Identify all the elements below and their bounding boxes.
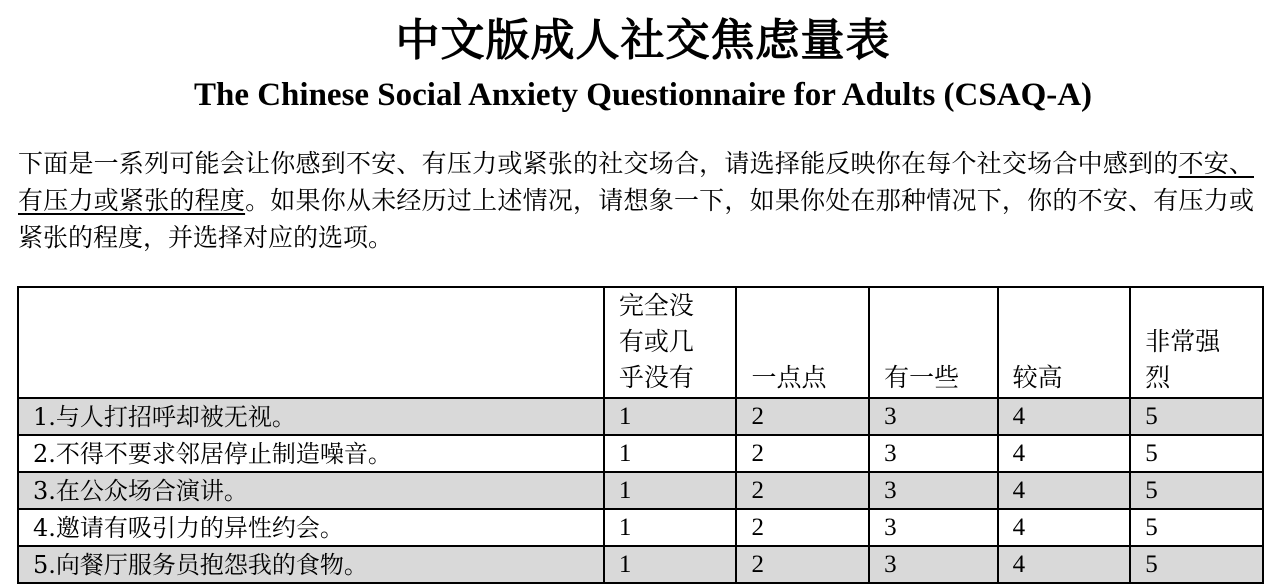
score-option-1[interactable]: 1 <box>604 546 737 583</box>
table-body <box>18 398 1263 583</box>
score-option-1[interactable]: 1 <box>604 435 737 472</box>
score-option-4[interactable]: 4 <box>998 546 1131 583</box>
question-text: 1.与人打招呼却被无视。 <box>18 398 604 435</box>
question-text: 4.邀请有吸引力的异性约会。 <box>18 509 604 546</box>
option-header-label: 非常强烈 <box>1145 327 1221 392</box>
option-header-some: 有一些 <box>869 287 998 398</box>
score-option-2[interactable]: 2 <box>736 509 869 546</box>
table-row <box>18 472 1263 509</box>
score-option-3[interactable]: 3 <box>869 435 998 472</box>
score-option-3[interactable]: 3 <box>869 546 998 583</box>
score-option-1[interactable]: 1 <box>604 509 737 546</box>
option-header-high: 较高 <box>998 287 1131 398</box>
option-header-a-little: 一点点 <box>736 287 869 398</box>
option-header-none <box>604 287 737 398</box>
score-option-4[interactable]: 4 <box>998 509 1131 546</box>
score-option-2[interactable]: 2 <box>736 472 869 509</box>
page-title: 中文版成人社交焦虑量表 <box>395 15 891 66</box>
score-option-5[interactable]: 5 <box>1130 435 1263 472</box>
instructions-underlined: 不安、有压力或紧张的程度 <box>18 149 1254 215</box>
score-option-4[interactable]: 4 <box>998 472 1131 509</box>
instructions-part-2: 。如果你从未经历过上述情况，请想象一下，如果你处在那种情况下，你的不安、有压力或紧张的程度，并选择对应的选项。 <box>18 186 1254 252</box>
table-row <box>18 546 1263 583</box>
score-option-2[interactable]: 2 <box>736 435 869 472</box>
score-option-2[interactable]: 2 <box>736 546 869 583</box>
score-option-1[interactable]: 1 <box>604 398 737 435</box>
table-row <box>18 435 1263 472</box>
page-subtitle: The Chinese Social Anxiety Questionnaire for Adults (CSAQ-A) <box>193 77 1093 113</box>
table-header-row <box>18 287 1263 398</box>
table-row <box>18 398 1263 435</box>
score-option-3[interactable]: 3 <box>869 472 998 509</box>
score-option-4[interactable]: 4 <box>998 398 1131 435</box>
score-option-5[interactable]: 5 <box>1130 546 1263 583</box>
score-option-5[interactable]: 5 <box>1130 509 1263 546</box>
questionnaire-table <box>17 286 1264 584</box>
option-header-very-strong <box>1130 287 1263 398</box>
score-option-5[interactable]: 5 <box>1130 472 1263 509</box>
option-header-label: 完全没有或几乎没有 <box>618 291 694 392</box>
instructions-part-1: 下面是一系列可能会让你感到不安、有压力或紧张的社交场合，请选择能反映你在每个社交场合中感到的 <box>18 149 1179 178</box>
instructions <box>18 145 1254 256</box>
question-text: 2.不得不要求邻居停止制造噪音。 <box>18 435 604 472</box>
score-option-3[interactable]: 3 <box>869 509 998 546</box>
score-option-2[interactable]: 2 <box>736 398 869 435</box>
table-row <box>18 509 1263 546</box>
score-option-3[interactable]: 3 <box>869 398 998 435</box>
question-text: 5.向餐厅服务员抱怨我的食物。 <box>18 546 604 583</box>
score-option-5[interactable]: 5 <box>1130 398 1263 435</box>
score-option-4[interactable]: 4 <box>998 435 1131 472</box>
question-text: 3.在公众场合演讲。 <box>18 472 604 509</box>
score-option-1[interactable]: 1 <box>604 472 737 509</box>
item-column-header <box>18 287 604 398</box>
